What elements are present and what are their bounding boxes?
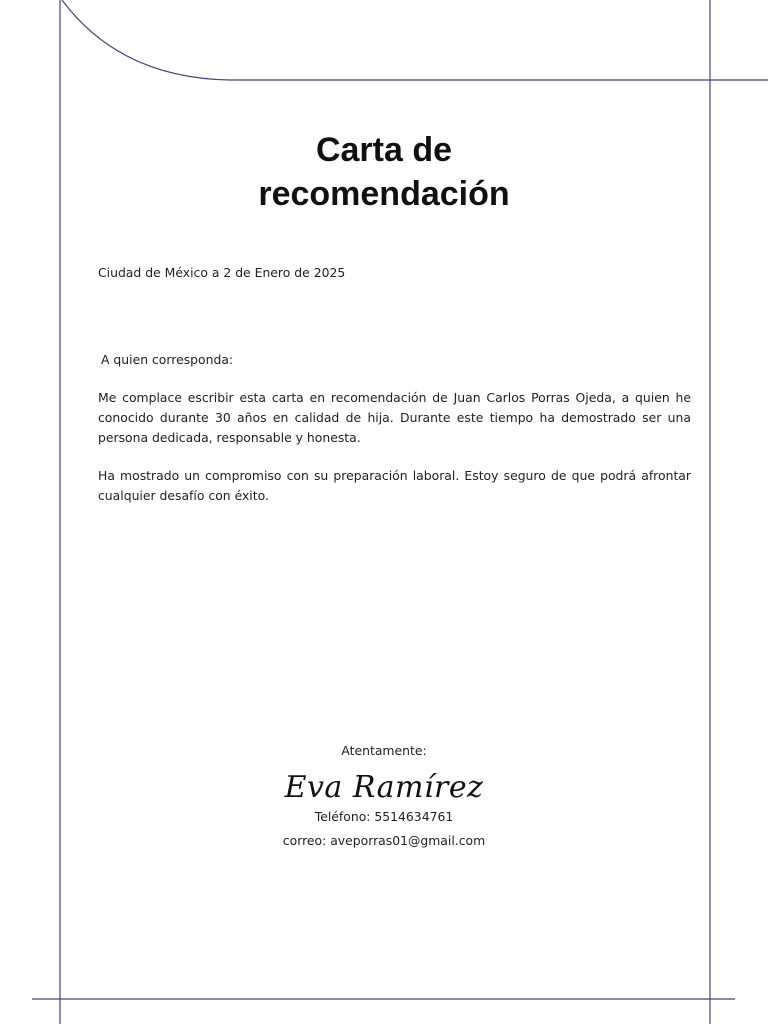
signature: Eva Ramírez	[284, 770, 484, 805]
email-line: correo: aveporras01@gmail.com	[282, 833, 486, 848]
corner-arc-line	[62, 0, 768, 80]
date-line: Ciudad de México a 2 de Enero de 2025	[98, 265, 346, 280]
title-line-2: recomendación	[258, 175, 510, 213]
body-paragraph-1: Me complace escribir esta carta en recomendación de Juan Carlos Porras Ojeda, a quien he conocido durante 30 años en calidad de hija. Durante este tiempo ha demostrado ser una persona dedicada, responsable y honesta.	[98, 390, 691, 445]
greeting: A quien corresponda:	[101, 352, 234, 367]
phone-line: Teléfono: 5514634761	[314, 809, 454, 824]
body-paragraph-2: Ha mostrado un compromiso con su preparación laboral. Estoy seguro de que podrá afrontar cualquier desafío con éxito.	[98, 468, 691, 503]
title-line-1: Carta de	[315, 131, 453, 169]
letter-title	[0, 128, 768, 216]
closing-text: Atentamente:	[341, 743, 427, 758]
